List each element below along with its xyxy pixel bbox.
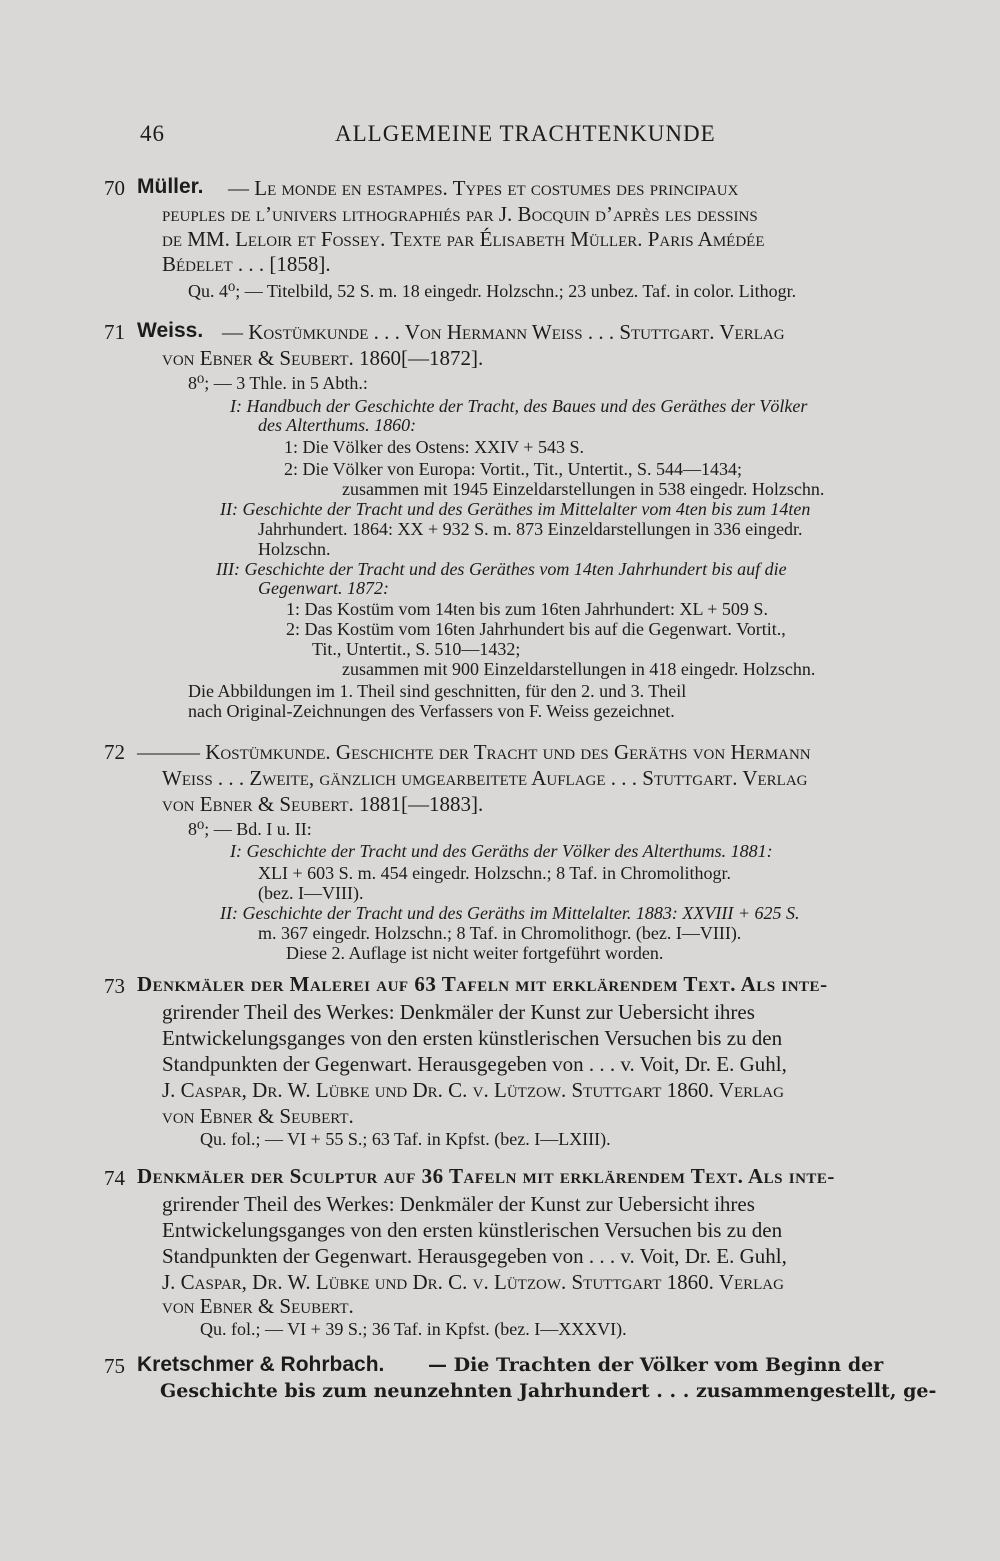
- entry-line: Standpunkten der Gegenwart. Herausgegeben von . . . v. Voit, Dr. E. Guhl,: [162, 1052, 787, 1076]
- entry-line: von Ebner & Seubert. 1881[—1883].: [162, 792, 484, 816]
- part-line: m. 367 eingedr. Holzschn.; 8 Taf. in Chromolithogr. (bez. I—VIII).: [258, 923, 742, 943]
- entry-number: 70: [104, 176, 125, 200]
- entry-author: Müller.: [137, 175, 204, 198]
- entry-line: J. Caspar, Dr. W. Lübke und Dr. C. v. Lützow. Stuttgart 1860. Verlag: [162, 1270, 784, 1294]
- part-line: Jahrhundert. 1864: XX + 932 S. m. 873 Einzeldarstellungen in 336 eingedr.: [258, 519, 803, 539]
- part-line: XLI + 603 S. m. 454 eingedr. Holzschn.; 8 Taf. in Chromolithogr.: [258, 863, 732, 883]
- part-line: II: Geschichte der Tracht und des Geräthes im Mittelalter vom 4ten bis zum 14ten: [220, 499, 811, 519]
- entry-line: Entwickelungsganges von den ersten künstlerischen Versuchen bis zu den: [162, 1218, 783, 1242]
- part-line: Die Abbildungen im 1. Theil sind geschnitten, für den 2. und 3. Theil: [188, 681, 687, 701]
- entry-format: 8⁰; — Bd. I u. II:: [188, 819, 312, 839]
- entry-line: grirender Theil des Werkes: Denkmäler der Kunst zur Uebersicht ihres: [162, 1000, 755, 1024]
- entry-line: — Le monde en estampes. Types et costumes des principaux: [228, 176, 739, 200]
- part-line: III: Geschichte der Tracht und des Geräthes vom 14ten Jahrhundert bis auf die: [216, 559, 787, 579]
- entry-line: Denkmäler der Malerei auf 63 Tafeln mit erklärendem Text. Als inte-: [137, 972, 828, 996]
- entry-note: Qu. fol.; — VI + 55 S.; 63 Taf. in Kpfst. (bez. I—LXIII).: [200, 1129, 611, 1149]
- part-line: 1: Die Völker des Ostens: XXIV + 543 S.: [284, 437, 584, 457]
- part-line: (bez. I—VIII).: [258, 883, 364, 903]
- entry-line: von Ebner & Seubert. 1860[—1872].: [162, 346, 484, 370]
- entry-author: Kretschmer & Rohrbach.: [137, 1353, 385, 1376]
- entry-note: Qu. fol.; — VI + 39 S.; 36 Taf. in Kpfst. (bez. I—XXXVI).: [200, 1319, 627, 1339]
- part-line: nach Original-Zeichnungen des Verfassers von F. Weiss gezeichnet.: [188, 701, 675, 721]
- part-line: zusammen mit 1945 Einzeldarstellungen in 538 eingedr. Holzschn.: [342, 479, 825, 499]
- entry-line: Weiss . . . Zweite, gänzlich umgearbeitete Auflage . . . Stuttgart. Verlag: [162, 766, 808, 790]
- entry-line: J. Caspar, Dr. W. Lübke und Dr. C. v. Lützow. Stuttgart 1860. Verlag: [162, 1078, 784, 1102]
- part-line: Gegenwart. 1872:: [258, 578, 389, 598]
- page-number: 46: [140, 121, 165, 146]
- part-line: des Alterthums. 1860:: [258, 415, 417, 435]
- entry-number: 73: [104, 974, 125, 998]
- part-line: 2: Die Völker von Europa: Vortit., Tit., Untertit., S. 544—1434;: [284, 459, 743, 479]
- entry-line: de MM. Leloir et Fossey. Texte par Élisabeth Müller. Paris Amédée: [162, 227, 765, 251]
- part-line: 1: Das Kostüm vom 14ten bis zum 16ten Jahrhundert: XL + 509 S.: [286, 599, 768, 619]
- entry-note: Qu. 4⁰; — Titelbild, 52 S. m. 18 eingedr. Holzschn.; 23 unbez. Taf. in color. Lithogr.: [188, 281, 797, 301]
- entry-number: 72: [104, 740, 125, 764]
- entry-number: 74: [104, 1166, 125, 1190]
- part-line: Tit., Untertit., S. 510—1432;: [312, 639, 521, 659]
- entry-line: von Ebner & Seubert.: [162, 1104, 354, 1128]
- entry-line: Entwickelungsganges von den ersten künstlerischen Versuchen bis zu den: [162, 1026, 783, 1050]
- part-line: I: Geschichte der Tracht und des Geräths der Völker des Alterthums. 1881:: [230, 841, 773, 861]
- entry-line: Geschichte bis zum neunzehnten Jahrhundert . . . zusammengestellt, ge-: [160, 1380, 937, 1402]
- part-line: Holzschn.: [258, 539, 331, 559]
- entry-line: grirender Theil des Werkes: Denkmäler der Kunst zur Uebersicht ihres: [162, 1192, 755, 1216]
- entry-line: Standpunkten der Gegenwart. Herausgegeben von . . . v. Voit, Dr. E. Guhl,: [162, 1244, 787, 1268]
- entry-line: peuples de l’univers lithographiés par J. Bocquin d’après les dessins: [162, 202, 758, 226]
- running-title: ALLGEMEINE TRACHTENKUNDE: [335, 121, 716, 146]
- entry-line: — Kostümkunde . . . Von Hermann Weiss . . . Stuttgart. Verlag: [222, 320, 785, 344]
- entry-line: von Ebner & Seubert.: [162, 1294, 354, 1318]
- part-line: zusammen mit 900 Einzeldarstellungen in 418 eingedr. Holzschn.: [342, 659, 816, 679]
- entry-line: Denkmäler der Sculptur auf 36 Tafeln mit erklärendem Text. Als inte-: [137, 1164, 835, 1188]
- entry-line: — Die Trachten der Völker vom Beginn der: [428, 1354, 884, 1376]
- entry-number: 75: [104, 1354, 125, 1378]
- entry-line: ——— Kostümkunde. Geschichte der Tracht und des Geräths von Hermann: [137, 740, 811, 764]
- part-line: II: Geschichte der Tracht und des Geräths im Mittelalter. 1883: XXVIII + 625 S.: [220, 903, 800, 923]
- part-line: Diese 2. Auflage ist nicht weiter fortgeführt worden.: [286, 943, 664, 963]
- part-line: I: Handbuch der Geschichte der Tracht, des Baues und des Geräthes der Völker: [230, 396, 808, 416]
- entry-format: 8⁰; — 3 Thle. in 5 Abth.:: [188, 373, 368, 393]
- entry-author: Weiss.: [137, 319, 204, 342]
- entry-number: 71: [104, 320, 125, 344]
- entry-line: Bédelet . . . [1858].: [162, 252, 331, 276]
- part-line: 2: Das Kostüm vom 16ten Jahrhundert bis auf die Gegenwart. Vortit.,: [286, 619, 786, 639]
